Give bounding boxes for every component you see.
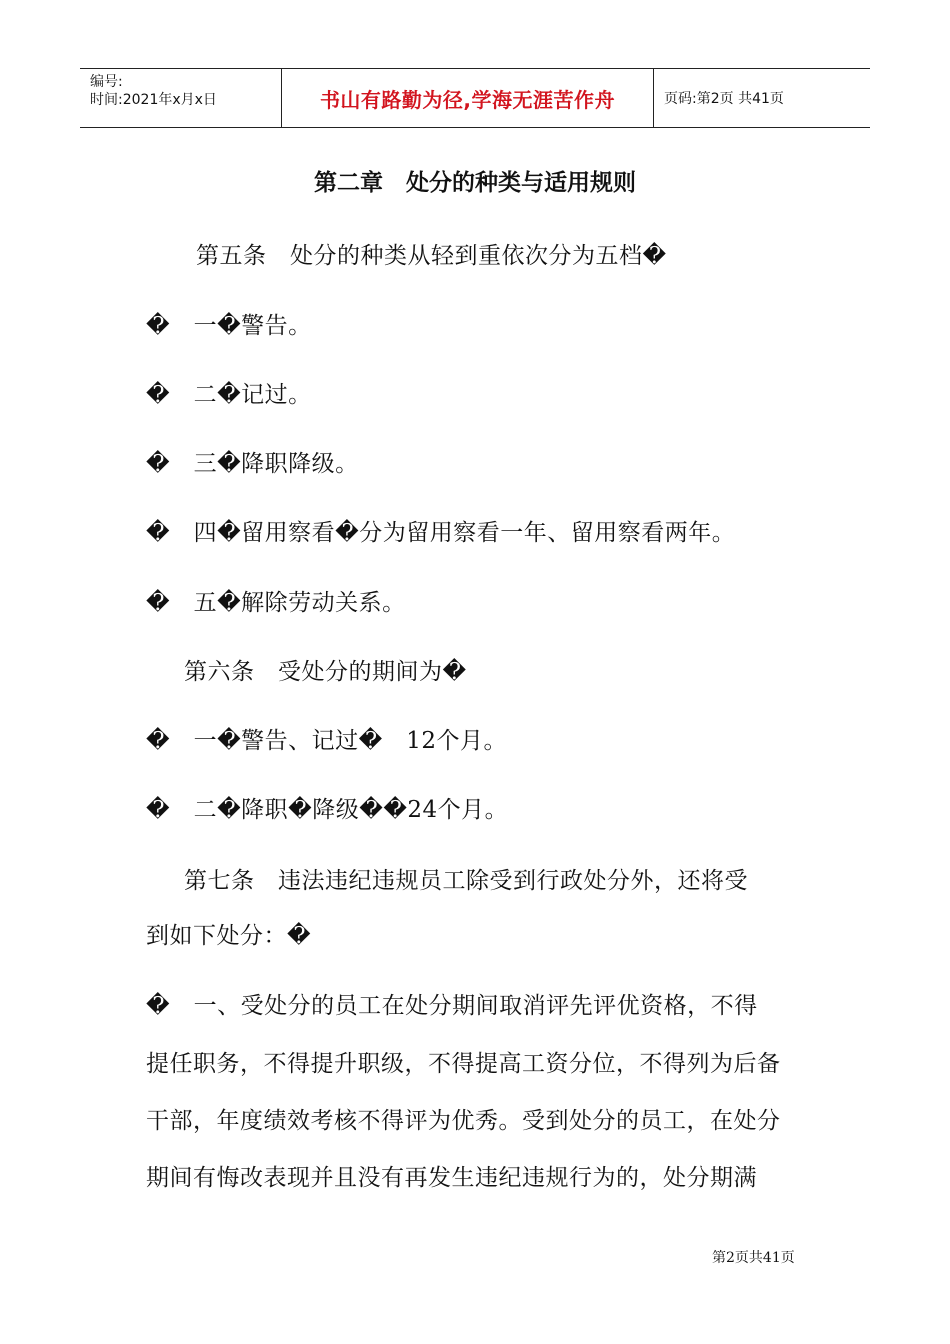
article-7: 第七条 违法违纪违规员工除受到行政处分外，还将受 [184, 868, 748, 894]
list-item: � 二�降职�降级��24个月。 [146, 797, 509, 823]
header-motto: 书山有路勤为径,学海无涯苦作舟 [282, 69, 654, 127]
list-item: � 三�降职降级。 [146, 451, 359, 477]
list-item: � 一�警告。 [146, 313, 312, 339]
paragraph-line: 干部，年度绩效考核不得评为优秀。受到处分的员工，在处分 [146, 1108, 781, 1134]
header-meta [80, 69, 282, 127]
list-item: � 五�解除劳动关系。 [146, 590, 406, 616]
paragraph-line: 到如下处分：� [146, 923, 312, 949]
page-footer: 第2页共41页 [712, 1250, 795, 1266]
paragraph-line: 提任职务，不得提升职级，不得提高工资分位，不得列为后备 [146, 1051, 781, 1077]
list-item: � 一�警告、记过� 12个月。 [146, 728, 508, 754]
time-label: 时间:2021年x月x日 [90, 92, 217, 108]
article-5: 第五条 处分的种类从轻到重依次分为五档� [196, 243, 667, 269]
list-item: � 二�记过。 [146, 382, 312, 408]
paragraph-line: 期间有悔改表现并且没有再发生违纪违规行为的，处分期满 [146, 1165, 757, 1191]
header-page-info: 页码:第2页 共41页 [664, 91, 784, 107]
page-header [80, 68, 870, 128]
number-label: 编号: [90, 74, 123, 90]
article-6: 第六条 受处分的期间为� [184, 659, 467, 685]
list-item: � 四�留用察看�分为留用察看一年、留用察看两年。 [146, 520, 736, 546]
chapter-title: 第二章 处分的种类与适用规则 [314, 170, 636, 196]
paragraph-line: � 一、受处分的员工在处分期间取消评先评优资格，不得 [146, 993, 758, 1019]
